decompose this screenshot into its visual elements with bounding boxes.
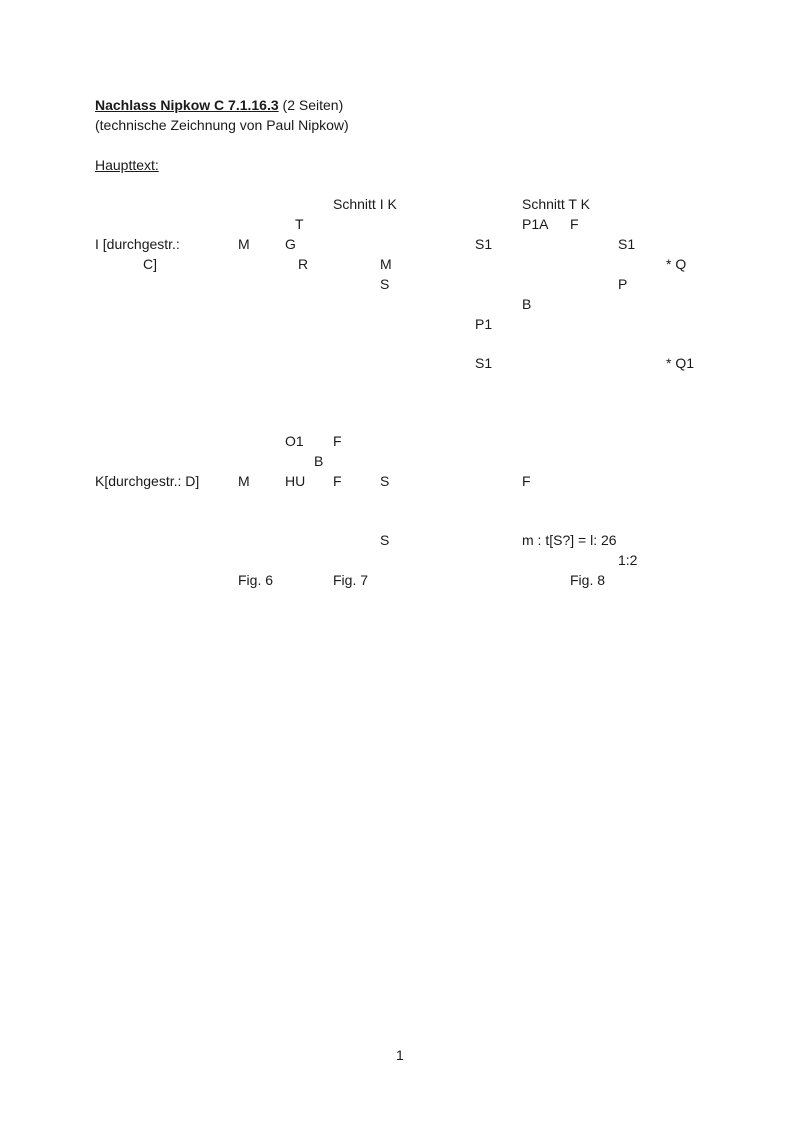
label-f-mid: F	[333, 433, 342, 449]
label-i: I [durchgestr.:	[95, 236, 180, 252]
label-f-row: F	[333, 473, 342, 489]
label-f-right: F	[522, 473, 531, 489]
page-number: 1	[396, 1047, 404, 1063]
label-b-mid: B	[314, 453, 324, 469]
label-schnitt-tk: Schnitt T K	[522, 196, 590, 212]
label-p: P	[618, 276, 628, 292]
figure-8-caption: Fig. 8	[570, 572, 606, 588]
ratio-line: m : t[S?] = l: 26	[522, 532, 617, 548]
figure-7-caption: Fig. 7	[333, 572, 369, 588]
label-m-1: M	[238, 236, 250, 252]
label-schnitt-ik: Schnitt I K	[333, 196, 397, 212]
label-p1a: P1A	[522, 216, 549, 232]
label-k: K[durchgestr.: D]	[95, 473, 200, 489]
document-heading	[95, 98, 343, 112]
label-m-3: M	[238, 473, 250, 489]
label-q1: * Q1	[666, 355, 695, 371]
figure-6-caption: Fig. 6	[238, 572, 274, 588]
label-f-top: F	[570, 216, 579, 232]
pages-note: (2 Seiten)	[282, 97, 344, 113]
label-q: * Q	[666, 256, 687, 272]
document-subtitle: (technische Zeichnung von Paul Nipkow)	[95, 117, 349, 133]
label-t: T	[295, 216, 304, 232]
label-s1-right: S1	[618, 236, 636, 252]
label-b-right: B	[522, 296, 532, 312]
label-s-lower: S	[380, 532, 390, 548]
scale-label: 1:2	[618, 552, 638, 568]
label-g: G	[285, 236, 296, 252]
section-label: Haupttext:	[95, 157, 159, 173]
label-hu: HU	[285, 473, 306, 489]
label-m-2: M	[380, 256, 392, 272]
label-o1: O1	[285, 433, 304, 449]
label-r: R	[298, 256, 309, 272]
document-title: Nachlass Nipkow C 7.1.16.3	[95, 97, 279, 113]
label-p1: P1	[475, 316, 493, 332]
label-s-row: S	[380, 473, 390, 489]
label-s-upper: S	[380, 276, 390, 292]
label-s1-left: S1	[475, 236, 493, 252]
label-c: C]	[143, 256, 157, 272]
label-s1-lower: S1	[475, 355, 493, 371]
